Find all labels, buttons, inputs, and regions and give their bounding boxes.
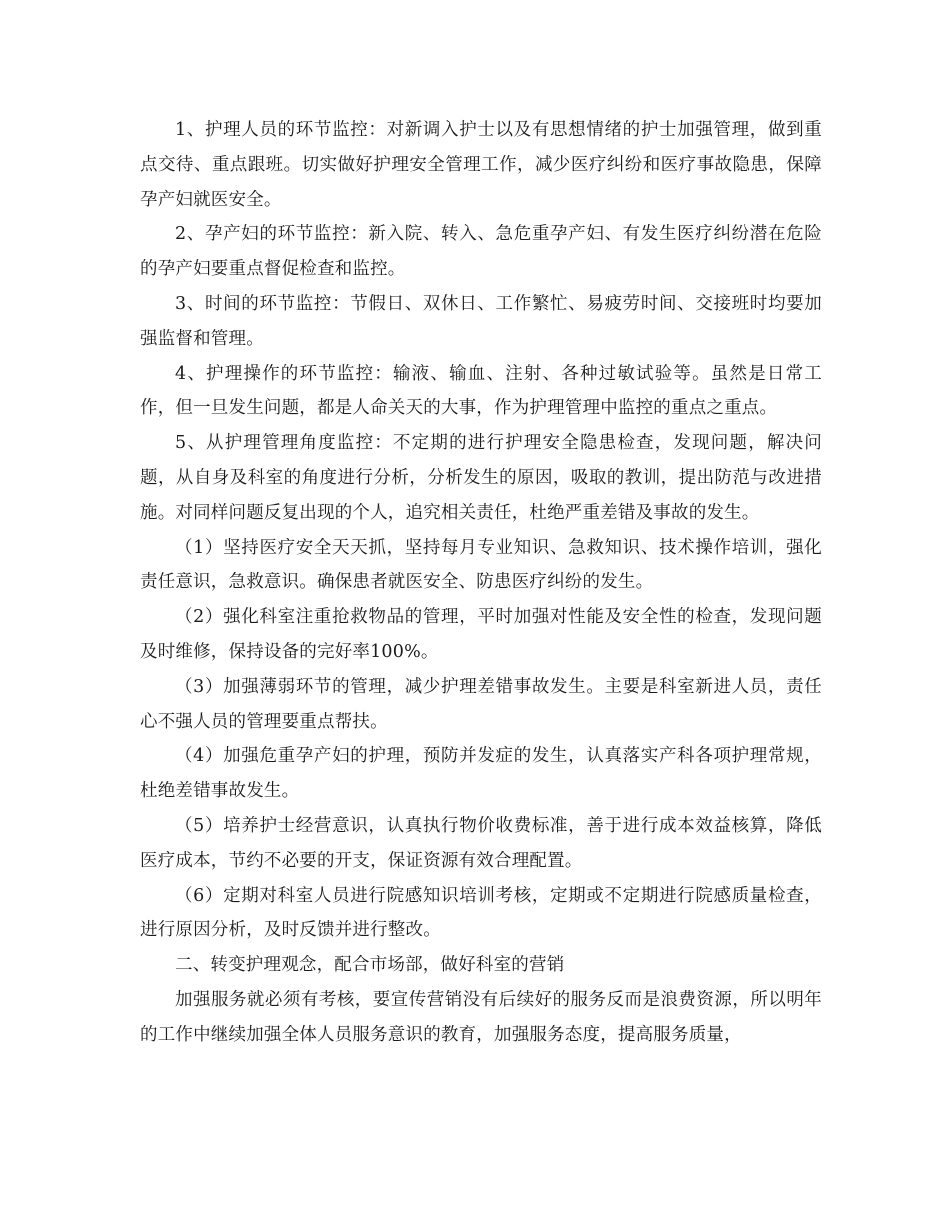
sub-item-6: （6）定期对科室人员进行院感知识培训考核，定期或不定期进行院感质量检查，进行原因分析，及时反馈并进行整改。 <box>140 885 822 941</box>
paragraph-1: 1、护理人员的环节监控：对新调入护士以及有思想情绪的护士加强管理，做到重点交待、重点跟班。切实做好护理安全管理工作，减少医疗纠纷和医疗事故隐患，保障孕产妇就医安全。 <box>140 120 822 210</box>
paragraph-3: 3、时间的环节监控：节假日、双休日、工作繁忙、易疲劳时间、交接班时均要加强监督和管理。 <box>140 293 822 349</box>
sub-item-3: （3）加强薄弱环节的管理，减少护理差错事故发生。主要是科室新进人员，责任心不强人员的管理要重点帮扶。 <box>140 676 822 732</box>
paragraph-4: 4、护理操作的环节监控：输液、输血、注射、各种过敏试验等。虽然是日常工作，但一旦发生问题，都是人命关天的大事，作为护理管理中监控的重点之重点。 <box>140 363 822 419</box>
sub-item-4: （4）加强危重孕产妇的护理，预防并发症的发生，认真落实产科各项护理常规，杜绝差错事故发生。 <box>140 746 822 802</box>
paragraph-2: 2、孕产妇的环节监控：新入院、转入、急危重孕产妇、有发生医疗纠纷潜在危险的孕产妇要重点督促检查和监控。 <box>140 224 822 280</box>
paragraph-closing: 加强服务就必须有考核，要宣传营销没有后续好的服务反而是浪费资源，所以明年的工作中继续加强全体人员服务意识的教育，加强服务态度，提高服务质量， <box>140 989 822 1045</box>
sub-item-1: （1）坚持医疗安全天天抓，坚持每月专业知识、急救知识、技术操作培训，强化责任意识，急救意识。确保患者就医安全、防患医疗纠纷的发生。 <box>140 537 822 593</box>
sub-item-2: （2）强化科室注重抢救物品的管理，平时加强对性能及安全性的检查，发现问题及时维修，保持设备的完好率100%。 <box>140 607 822 662</box>
section-heading: 二、转变护理观念，配合市场部，做好科室的营销 <box>175 955 565 976</box>
sub-item-5: （5）培养护士经营意识，认真执行物价收费标准，善于进行成本效益核算，降低医疗成本，节约不必要的开支，保证资源有效合理配置。 <box>140 815 822 871</box>
paragraph-5: 5、从护理管理角度监控：不定期的进行护理安全隐患检查，发现问题，解决问题，从自身及科室的角度进行分析，分析发生的原因，吸取的教训，提出防范与改进措施。对同样问题反复出现的个人，追究相关责任，杜绝严重差错及事故的发生。 <box>140 433 822 523</box>
document-body <box>140 113 822 1053</box>
